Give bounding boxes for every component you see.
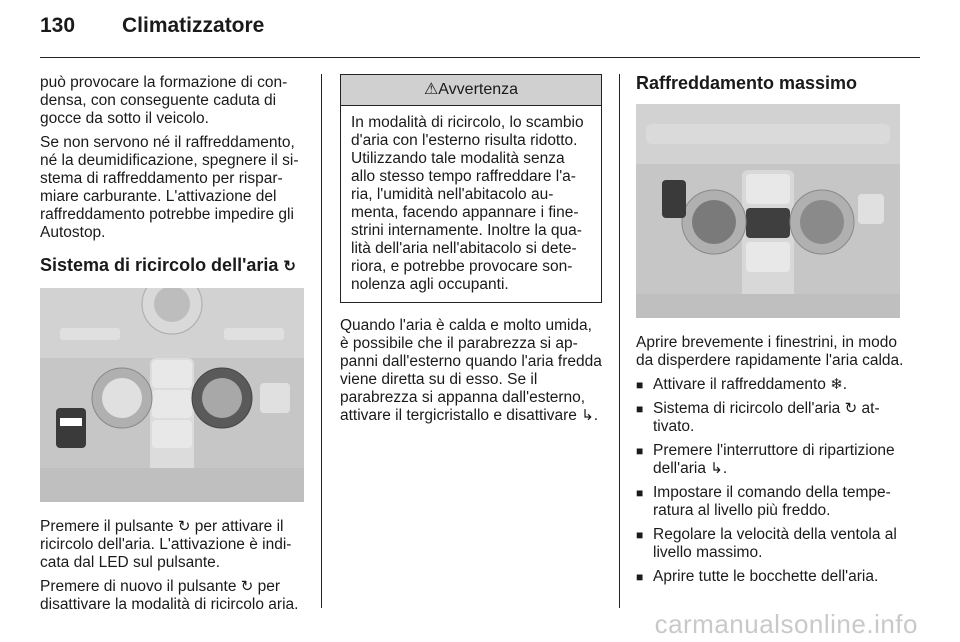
column-1 <box>40 74 306 620</box>
section-heading: Raffreddamento massimo <box>636 73 858 93</box>
column-divider <box>619 74 620 608</box>
page-title: Climatizzatore <box>122 14 265 37</box>
column-divider <box>321 74 322 608</box>
recirculation-icon: ↻ <box>283 258 296 275</box>
paragraph: Premere di nuovo il pulsante ↻ per disattivare la modalità di ricircolo aria. <box>40 578 299 613</box>
warning-text: In modalità di ricircolo, lo scambio d'aria con l'esterno risulta ridotto. Utilizzando tale modalità senza allo stesso tempo raffreddare l'a-ria, l'umidità nell'abitacolo au-menta, facendo appannare i fine-strini internamente. Inoltre la qua-lità dell'aria nell'abitacolo si dete-riora, e potrebbe provocare son-nolenza agli occupanti. <box>351 114 584 293</box>
list-item: ■ Impostare il comando della tempe-ratura al livello più freddo. <box>636 484 904 520</box>
paragraph: Premere il pulsante ↻ per attivare il ricircolo dell'aria. L'attivazione è indi-cata dal LED sul pulsante. <box>40 518 292 571</box>
header-rule <box>40 57 920 58</box>
page-number: 130 <box>40 14 76 37</box>
air-distribution-icon: ↳ <box>710 460 723 477</box>
warning-icon: ⚠ <box>423 81 439 98</box>
page-header <box>40 14 264 38</box>
list-item: ■ Attivare il raffreddamento ❄. <box>636 376 904 394</box>
watermark-brand: carmanualsonline.info <box>654 609 918 639</box>
paragraph: Se non servono né il raffreddamento, né la deumidificazione, spegnere il si-stema di raffreddamento per rispar-miare carburante. L'attivazione del raffreddamento potrebbe impedire gli Autostop. <box>40 134 299 241</box>
list-item: ■ Aprire tutte le bocchette dell'aria. <box>636 568 904 586</box>
cooling-icon: ❄ <box>830 376 843 393</box>
recirculation-icon: ↻ <box>177 518 191 535</box>
list-item: ■ Premere l'interruttore di ripartizione dell'aria ↳. <box>636 442 904 478</box>
recirculation-icon: ↻ <box>844 400 858 417</box>
warning-box <box>340 74 602 303</box>
air-distribution-icon: ↳ <box>581 407 594 424</box>
column-2 <box>340 74 602 431</box>
paragraph: Quando l'aria è calda e molto umida, è possibile che il parabrezza si ap-panni dall'esterno quando l'aria fredda viene diretta su di esso. Se il parabrezza si appanna dall'esterno, attivare il tergicristallo e disattivare ↳. <box>340 317 602 424</box>
climate-panel-illustration-1 <box>40 288 304 502</box>
warning-header: ⚠Avvertenza <box>341 75 601 106</box>
climate-panel-illustration-2 <box>636 104 900 318</box>
recirculation-icon: ↻ <box>240 578 254 595</box>
list-item: ■ Regolare la velocità della ventola al livello massimo. <box>636 526 904 562</box>
paragraph: Aprire brevemente i finestrini, in modo da disperdere rapidamente l'aria calda. <box>636 334 904 369</box>
paragraph: può provocare la formazione di con-densa, con conseguente caduta di gocce da sotto il veicolo. <box>40 74 288 127</box>
steps-list <box>636 376 904 586</box>
column-3 <box>636 74 904 592</box>
list-item: ■ Sistema di ricircolo dell'aria ↻ at-tivato. <box>636 400 904 436</box>
section-heading: Sistema di ricircolo dell'aria ↻ <box>40 255 296 275</box>
